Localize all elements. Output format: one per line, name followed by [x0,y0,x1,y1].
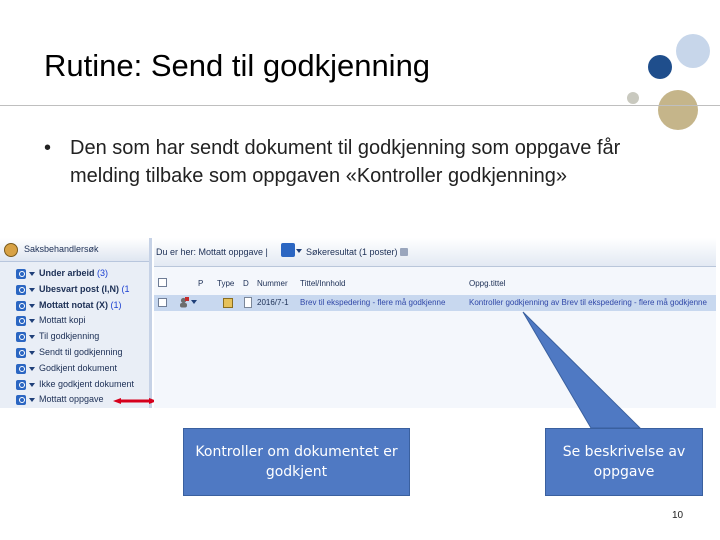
sidebar-item-label: Mottatt notat (X) [39,299,108,310]
sidebar-item-label: Ikke godkjent dokument [39,378,135,389]
sidebar-item-label: Til godkjenning [39,331,100,342]
column-header-d[interactable]: D [243,279,249,288]
sidebar-item-label: Mottatt kopi [39,315,86,326]
bullet-marker: • [44,137,52,159]
sidebar-item-label: Mottatt oppgave [39,394,104,405]
page-number: 10 [672,510,684,521]
column-header-p[interactable]: P [198,279,204,288]
column-header-type[interactable]: Type [217,279,235,288]
right-callout-pointer [523,312,640,428]
sidebar-item-label: Godkjent dokument [39,362,118,373]
column-header-nummer[interactable]: Nummer [257,279,288,288]
results-count: Søkeresultat (1 poster) [306,247,398,257]
callout-see-description: Se beskrivelse av oppgave [545,428,703,496]
bullet-text: Den som har sendt dokument til godkjenning som oppgave får melding tilbake som oppgaven «Kontroller godkjenning» [70,137,621,187]
sidebar-item-label: Sendt til godkjenning [39,346,123,357]
sidebar-item-count: (1 [121,283,130,294]
row-title-link[interactable]: Brev til ekspedering - flere må godkjenne [300,298,446,307]
slide-title: Rutine: Send til godkjenning [44,48,431,83]
row-task-title-link[interactable]: Kontroller godkjenning av Brev til ekspedering - flere må godkjenne [469,298,707,307]
breadcrumb: Du er her: Mottatt oppgave | [156,247,268,257]
column-header-tittel[interactable]: Tittel/Innhold [300,279,346,288]
column-header-oppg-tittel[interactable]: Oppg.tittel [469,279,506,288]
row-number: 2016/7-1 [257,298,289,307]
sidebar-header-label: Saksbehandlersøk [24,244,99,254]
sidebar-item-label: Ubesvart post (I,N) [39,283,120,294]
sidebar-item-count: (1) [110,299,122,310]
callout-check-approved: Kontroller om dokumentet er godkjent [183,428,410,496]
sidebar-item-label: Under arbeid [39,268,95,278]
sidebar-item-count: (3) [97,268,109,278]
